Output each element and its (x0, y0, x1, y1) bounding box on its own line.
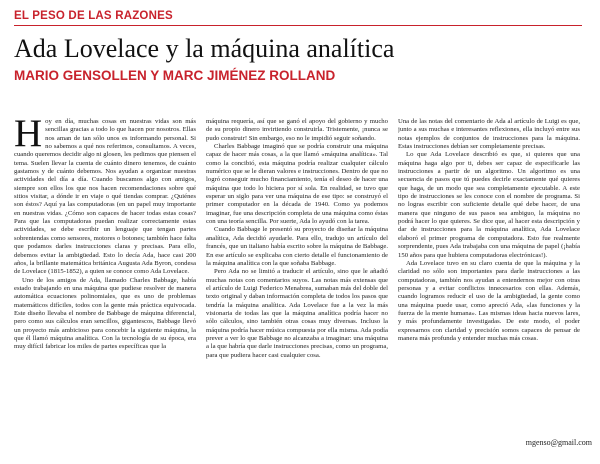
paragraph: Cuando Babbage le presentó su proyecto de diseñar la máquina analítica, Ada decidió ayudarle. Para ello, tradujo un artículo del francés, que un italiano había escrito sobre la máquina de Babbage. En ese artículo se explicaba con cierto detalle el funcionamiento de la máquina analítica con la que soñaba Babbage. (206, 226, 388, 267)
paragraph: Hoy en día, muchas cosas en nuestras vidas son más sencillas gracias a todo lo que hacen por nosotros. Ellas nos aman de tan sólo unos es informando personal. Si no sabemos a qué nos referimos, consultamos. A veces, cuando queremos decidir algo ni glosen, les pedimos que piensen el tema. Suelen llevar la cuenta de cuánto dinero tenemos, de cuánto gastamos y de cuánto debemos. Nos ayudan a organizar nuestras actividades del día a día. Cuando buscamos algo con amigos, siempre son ellos los que nos hacen recomendaciones sobre qué sitios visitar, a dónde ir en viaje o qué tiendas comprar. ¿Quiénes son éstos? Aquí ya las computadoras (en un papel muy importante en nuestras vidas. ¿Cómo son capaces de hacer todas estas cosas? Para que las computadoras puedan realizar correctamente estas actividades, se debe escribir un lenguaje que tengan partes sobrentendas como sensores, motores o botones; también hace falta que podamos darles instrucciones claras y precisas. Para ello, debemos evitar la ambigüedad. Esto lo decía Ada, hace casi 200 años, la brillante matemática británica Augusta Ada Byron, condesa de Lovelace (1815-1852), a quien se conoce como Ada Lovelace. (14, 118, 196, 276)
column-1 (14, 118, 196, 438)
paragraph: máquina requería, así que se ganó el apoyo del gobierno y mucho de su propio dinero invirtiendo construirla. Tristemente, ¡nunca se pudo construir! Sin embargo, eso no le impidió seguir soñando. (206, 118, 388, 142)
article-body (14, 118, 582, 438)
paragraph: Uno de los amigos de Ada, llamado Charles Babbage, había estado trabajando en una máquina que pudiese resolver de manera automática ecuaciones polinomiales, que es uno de problemas matemáticos difíciles, todos con la gente más práctica equivocada. Este diseño llevaba el nombre de Babbage de máquina diferencial, pero como sus cálculos eran sencillos, gigantescos, Babbage llevó un proyecto más ambicioso para concebir la siguiente máquina, la que él llamó máquina analítica. Con la tecnología de su época, era muy difícil fabricar los miles de partes específicas que la (14, 276, 196, 351)
article-title: Ada Lovelace y la máquina analítica (14, 34, 395, 63)
column-2 (206, 118, 388, 438)
drop-cap: H (14, 118, 43, 155)
article (14, 10, 582, 359)
paragraph: Pero Ada no se limitó a traducir el artículo, sino que le añadió muchas notas con comentarios suyos. Las notas más extensas que el artículo de Luigi Federico Menabrea, sumaban más del doble del texto original y daban información completa de todos los pasos que tendría la máquina analítica. Ada Lovelace fue a la vez la más visionaria de todas las que la máquina analítica podría hacer no sólo cálculos, sino también otras cosas muy diversas. Incluso la máquina podría hacer música compuesta por ella misma. Ada podía prever a ver lo que Babbage no alcanzaba a imaginar: una máquina a la que habría que darle instrucciones precisas, como un programa, para que pudiera hacer casi cualquier cosa. (206, 268, 388, 359)
paragraph: Una de las notas del comentario de Ada al artículo de Luigi es que, junto a sus muchas e interesantes reflexiones, ella incluyó entre sus notas ejemplos de conjuntos de instrucciones para la máquina. Estas instrucciones debían ser completamente precisas. (398, 118, 580, 151)
author-email: mgenso@gmail.com (525, 438, 592, 447)
article-authors: MARIO GENSOLLEN Y MARC JIMÉNEZ ROLLAND (14, 68, 336, 83)
section-header: EL PESO DE LAS RAZONES (14, 10, 582, 26)
column-3 (398, 118, 580, 438)
paragraph: Ada Lovelace tuvo en su claro cuenta de que la máquina y la claridad no sólo son importantes para darle instrucciones a las computadoras, también nos ayudan a entendernos mejor con otras personas y a evitar conflictos innecesarios con ellas. Además, cuando logramos reducir el uso de la ambigüedad, la gente como una máquina puede usar, como apreció Ada, «las funciones y la fuerza de la mente humana». Las mismas ideas hacia nuevos lares, y más profundamente investigadas. De este modo, el poder expresarnos con claridad y precisión somos capaces de pensar de manera más profunda y entender muchas más cosas. (398, 259, 580, 342)
paragraph: Charles Babbage imaginó que se podría construir una máquina capaz de hacer más cosas, a la que llamó «máquina analítica». Tal como la concibió, esta máquina podría realizar cualquier cálculo numérico que se le dieran valores e instrucciones. Dentro de que no logró conseguir mucho financiamiento, tenía el deseo de hacer una máquina que todo lo hiciera por sí sola. En realidad, se tuvo que esperar un siglo para ver una máquina de ese tipo: se construyó el primer computador en la década de 1940. Como ya podemos imaginar, fue una descripción completa de una máquina como éstas con una teoría sencilla. Por suerte, Ada lo ayudó con la tarea. (206, 143, 388, 226)
paragraph: Lo que Ada Lovelace describió es que, si quieres que una máquina haga algo por ti, debes ser capaz de especificarle las instrucciones a partir de un algoritmo. Un algoritmo es una secuencia de pasos que tú puedes decirle exactamente qué quieres que haga, de un modo que sea completamente ejecutable. A este tipo de instrucciones se les conoce con el nombre de programa. Si no logras escribir con suficiente detalle qué debe hacer, de una manera que ninguno de sus pasos sea ambiguo, la máquina no podrá hacer lo que quieres. Se dice que, al hacer esta descripción y dar de instrucciones para la máquina analítica, Ada Lovelace elaboró el primer programa de computadora. Esto fue realmente sorprendente, pues Ada trabajaba con una máquina de papel (¡había 150 años para que hubiera computadoras electrónicas!). (398, 151, 580, 259)
